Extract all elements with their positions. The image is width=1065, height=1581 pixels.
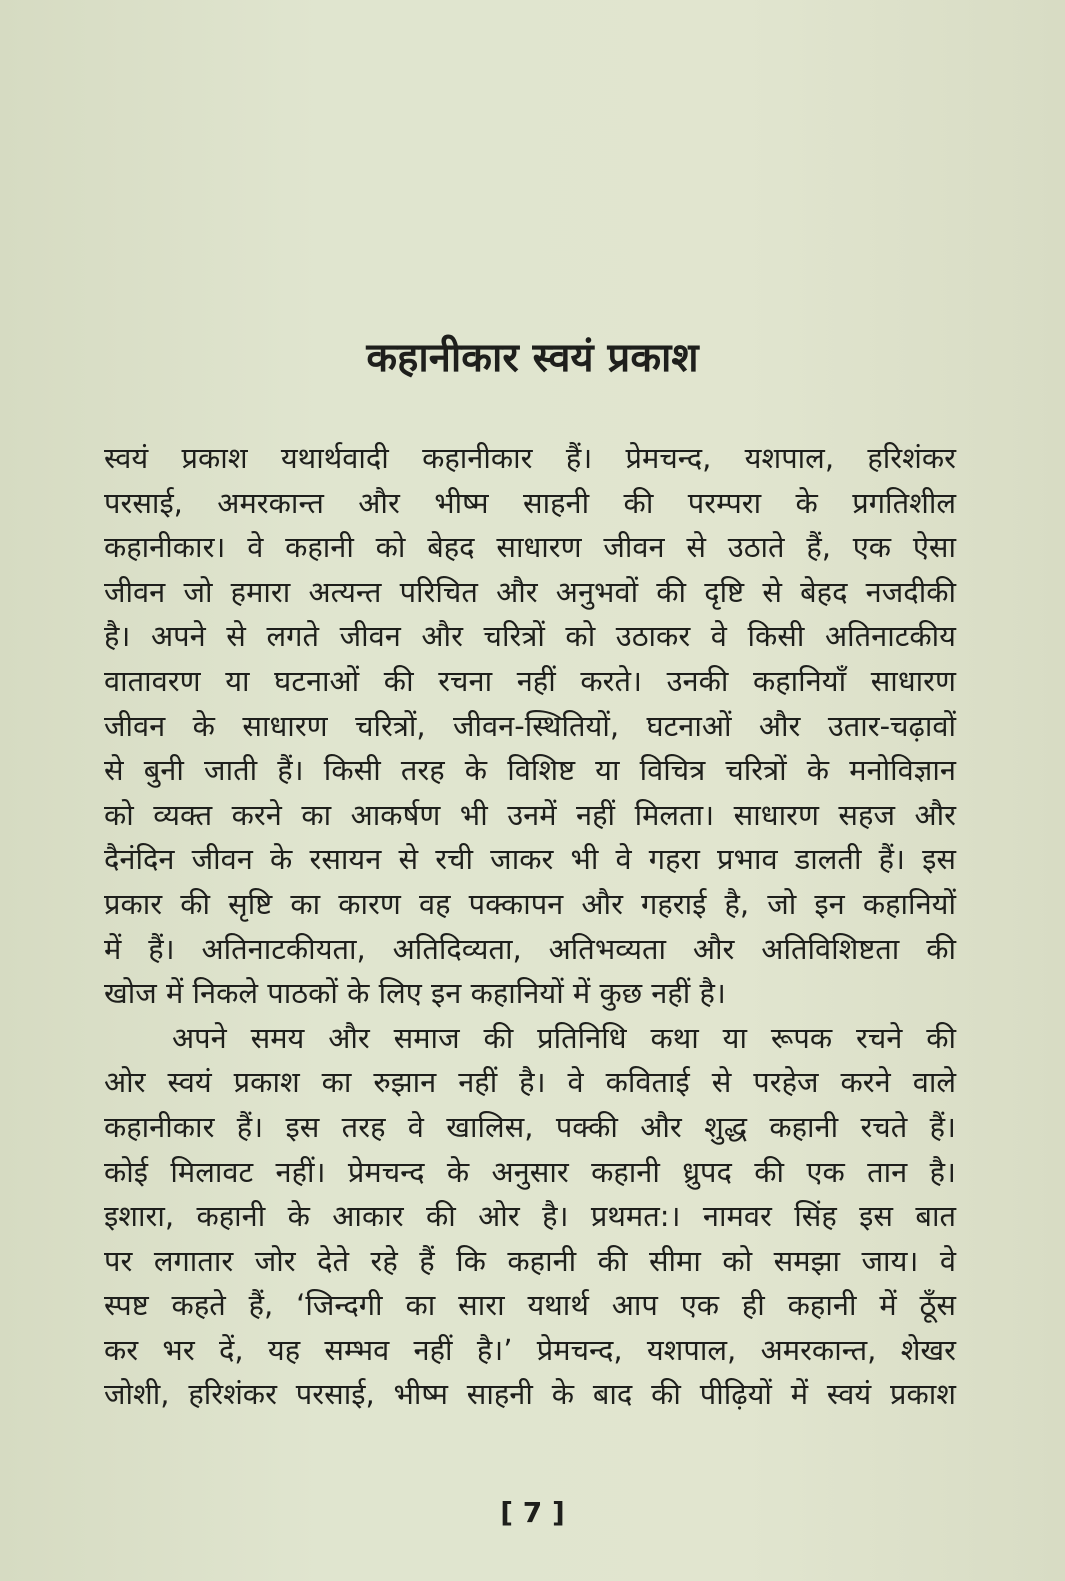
text-line: वातावरण या घटनाओं की रचना नहीं करते। उनकी कहानियाँ साधारण [104,663,956,698]
chapter-title: कहानीकार स्वयं प्रकाश [366,335,699,381]
text-line: को व्यक्त करने का आकर्षण भी उनमें नहीं मिलता। साधारण सहज और [104,797,956,832]
text-line: खोज में निकले पाठकों के लिए इन कहानियों में कुछ नहीं है। [104,976,726,1011]
text-line: जोशी, हरिशंकर परसाई, भीष्म साहनी के बाद की पीढ़ियों में स्वयं प्रकाश [104,1377,956,1412]
text-line: परसाई, अमरकान्त और भीष्म साहनी की परम्परा के प्रगतिशील [104,485,956,520]
text-line: दैनंदिन जीवन के रसायन से रची जाकर भी वे गहरा प्रभाव डालती हैं। इस [104,842,956,877]
page-number: [ 7 ] [500,1496,565,1529]
text-line: स्वयं प्रकाश यथार्थवादी कहानीकार हैं। प्रेमचन्द, यशपाल, हरिशंकर [104,441,956,475]
text-line: जीवन के साधारण चरित्रों, जीवन-स्थितियों, घटनाओं और उतार-चढ़ावों [104,708,956,743]
text-line: में हैं। अतिनाटकीयता, अतिदिव्यता, अतिभव्यता और अतिविशिष्टता की [104,931,956,966]
text-line: अपने समय और समाज की प्रतिनिधि कथा या रूपक रचने की [172,1020,956,1055]
text-line: जीवन जो हमारा अत्यन्त परिचित और अनुभवों की दृष्टि से बेहद नजदीकी [104,574,956,609]
text-line: इशारा, कहानी के आकार की ओर है। प्रथमत:। नामवर सिंह इस बात [104,1199,956,1234]
text-line: कहानीकार हैं। इस तरह वे खालिस, पक्की और शुद्ध कहानी रचते हैं। [104,1109,956,1144]
text-line: है। अपने से लगते जीवन और चरित्रों को उठाकर वे किसी अतिनाटकीय [104,619,956,654]
text-line: कहानीकार। वे कहानी को बेहद साधारण जीवन से उठाते हैं, एक ऐसा [104,530,956,565]
text-line: से बुनी जाती हैं। किसी तरह के विशिष्ट या विचित्र चरित्रों के मनोविज्ञान [104,753,956,788]
text-line: पर लगातार जोर देते रहे हैं कि कहानी की सीमा को समझा जाय। वे [104,1243,956,1278]
text-line: स्पष्ट कहते हैं, ‘जिन्दगी का सारा यथार्थ आप एक ही कहानी में ठूँस [104,1288,956,1323]
text-line: कोई मिलावट नहीं। प्रेमचन्द के अनुसार कहानी ध्रुपद की एक तान है। [104,1154,956,1189]
text-line: कर भर दें, यह सम्भव नहीं है।’ प्रेमचन्द, यशपाल, अमरकान्त, शेखर [104,1332,956,1367]
text-line: ओर स्वयं प्रकाश का रुझान नहीं है। वे कविताई से परहेज करने वाले [104,1065,956,1100]
body-text [104,436,956,1417]
text-line: प्रकार की सृष्टि का कारण वह पक्कापन और गहराई है, जो इन कहानियों [104,886,956,921]
